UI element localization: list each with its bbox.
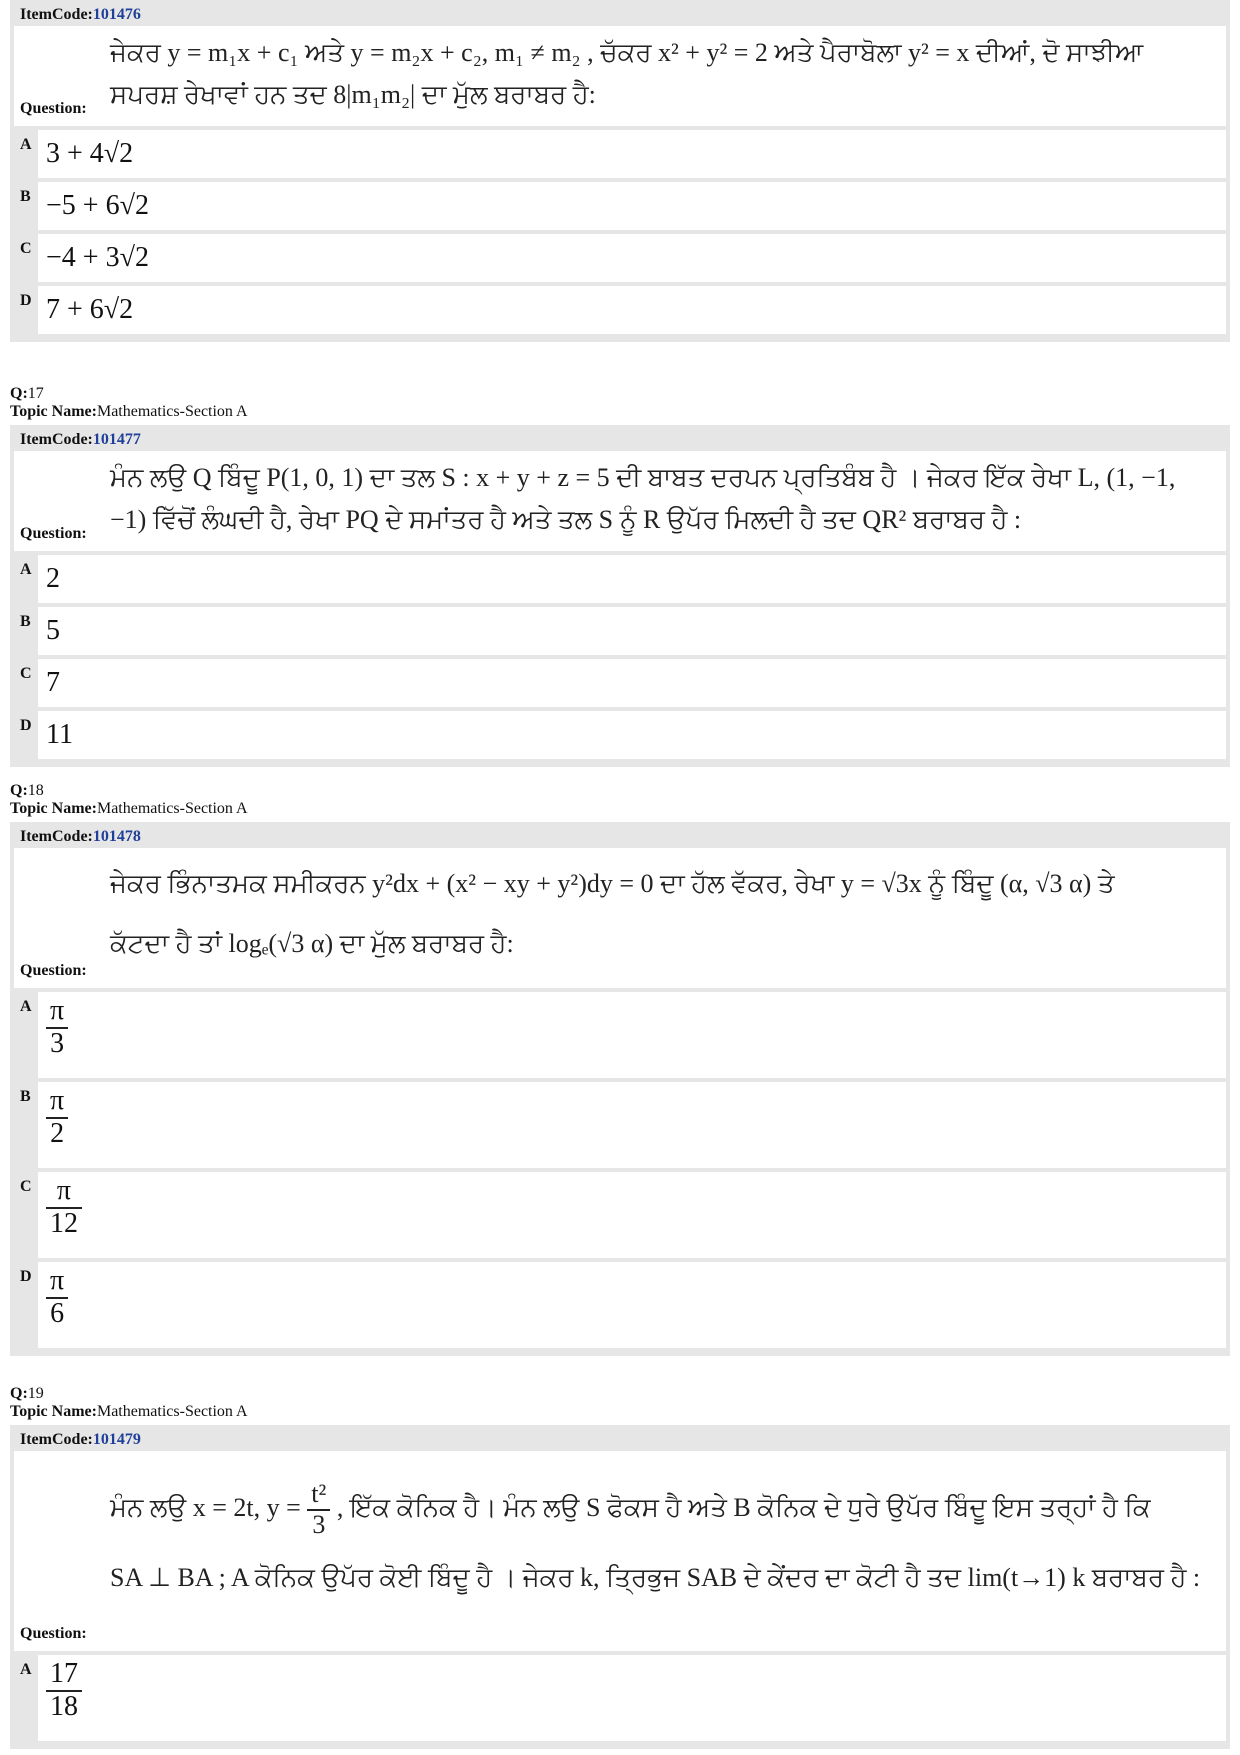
item-code: ItemCode:101478 (20, 828, 141, 845)
item-code: ItemCode:101479 (20, 1431, 141, 1448)
fraction: $\frac{\text{t²}}{3}$ (307, 1480, 330, 1539)
question-row (14, 848, 1226, 988)
option-c[interactable]: C $\frac{\pi}{12}$ (14, 1172, 1226, 1258)
option-a[interactable]: A 3 + 4√2 (14, 130, 1226, 178)
question-block-101479 (10, 1425, 1230, 1749)
fraction: $\frac{\pi}{6}$ (46, 1266, 68, 1330)
option-a[interactable]: A $\frac{17}{18}$ (14, 1655, 1226, 1741)
option-b[interactable]: B −5 + 6√2 (14, 182, 1226, 230)
question-label: Question: (20, 525, 87, 542)
question-label: Question: (20, 100, 87, 117)
option-a[interactable]: A 2 (14, 555, 1226, 603)
question-row (14, 1451, 1226, 1651)
fraction: $\frac{\pi}{12}$ (46, 1176, 82, 1240)
option-d[interactable]: D 11 (14, 711, 1226, 759)
question-label: Question: (20, 962, 87, 979)
question-header-19: Q:19 Topic Name:Mathematics-Section A (10, 1385, 248, 1420)
option-c[interactable]: C 7 (14, 659, 1226, 707)
question-row (14, 26, 1226, 126)
question-text-line-2: SA ⊥ BA ; A ਕੋਨਿਕ ਉਪੱਰ ਕੋਈ ਬਿੰਦੂ ਹੈ । ਜੇਕਰ k, ਤ੍ਰਿਭੁਜ SAB ਦੇ ਕੇਂਦਰ ਦਾ ਕੋਟੀ ਹੈ ਤਦ lim(t→1) k ਬਰਾਬਰ ਹੈ : (110, 1563, 1201, 1592)
option-d[interactable]: D $\frac{\pi}{6}$ (14, 1262, 1226, 1348)
option-c[interactable]: C −4 + 3√2 (14, 234, 1226, 282)
question-text: ਜੇਕਰ y = m₁x + c₁ ਅਤੇ y = m₂x + c₂, m₁ ≠ m₂ , ਚੱਕਰ x² + y² = 2 ਅਤੇ ਪੈਰਾਬੋਲਾ y² = x ਦੀਆਂ, ਦੋ ਸਾਝੀਆ ਸਪਰਸ਼ ਰੇਖਾਵਾਂ ਹਨ ਤਦ 8|m₁m₂| ਦਾ ਮੁੱਲ ਬਰਾਬਰ ਹੈ: (110, 38, 1144, 109)
question-header-18: Q:18 Topic Name:Mathematics-Section A (10, 782, 248, 817)
question-block-101476 (10, 0, 1230, 342)
fraction: $\frac{17}{18}$ (46, 1659, 82, 1723)
item-code: ItemCode:101476 (20, 6, 141, 23)
question-text-line-2: ਕੱਟਦਾ ਹੈ ਤਾਂ logₑ(√3 α) ਦਾ ਮੁੱਲ ਬਰਾਬਰ ਹੈ: (110, 929, 514, 958)
question-text-line-1: ਮੰਨ ਲਉ x = 2t, y = $\frac{\text{t²}}{3}$ , ਇੱਕ ਕੋਨਿਕ ਹੈ। ਮੰਨ ਲਉ S ਫੋਕਸ ਹੈ ਅਤੇ B ਕੋਨਿਕ ਦੇ ਧੁਰੇ ਉਪੱਰ ਬਿੰਦੂ ਇਸ ਤਰ੍ਹਾਂ ਹੈ ਕਿ (110, 1479, 1151, 1540)
question-header-17: Q:17 Topic Name:Mathematics-Section A (10, 385, 248, 420)
fraction: $\frac{\pi}{2}$ (46, 1086, 68, 1150)
option-b[interactable]: B $\frac{\pi}{2}$ (14, 1082, 1226, 1168)
question-text-line-1: ਜੇਕਰ ਭਿੰਨਾਤਮਕ ਸਮੀਕਰਨ y²dx + (x² − xy + y²)dy = 0 ਦਾ ਹੱਲ ਵੱਕਰ, ਰੇਖਾ y = √3x ਨੂੰ ਬਿੰਦੂ (α, √3 α) ਤੇ (110, 869, 1115, 898)
question-row (14, 451, 1226, 551)
question-text: ਮੰਨ ਲਉ Q ਬਿੰਦੂ P(1, 0, 1) ਦਾ ਤਲ S : x + y + z = 5 ਦੀ ਬਾਬਤ ਦਰਪਨ ਪ੍ਰਤਿਬੰਬ ਹੈ । ਜੇਕਰ ਇੱਕ ਰੇਖਾ L, (1, −1, −1) ਵਿੱਚੋਂ ਲੰਘਦੀ ਹੈ, ਰੇਖਾ PQ ਦੇ ਸਮਾਂਤਰ ਹੈ ਅਤੇ ਤਲ S ਨੂੰ R ਉਪੱਰ ਮਿਲਦੀ ਹੈ ਤਦ QR² ਬਰਾਬਰ ਹੈ : (110, 463, 1176, 534)
option-a[interactable]: A $\frac{\pi}{3}$ (14, 992, 1226, 1078)
item-code: ItemCode:101477 (20, 431, 141, 448)
question-label: Question: (20, 1625, 87, 1642)
question-block-101477 (10, 425, 1230, 767)
option-d[interactable]: D 7 + 6√2 (14, 286, 1226, 334)
fraction: $\frac{\pi}{3}$ (46, 996, 68, 1060)
option-b[interactable]: B 5 (14, 607, 1226, 655)
question-block-101478 (10, 822, 1230, 1356)
